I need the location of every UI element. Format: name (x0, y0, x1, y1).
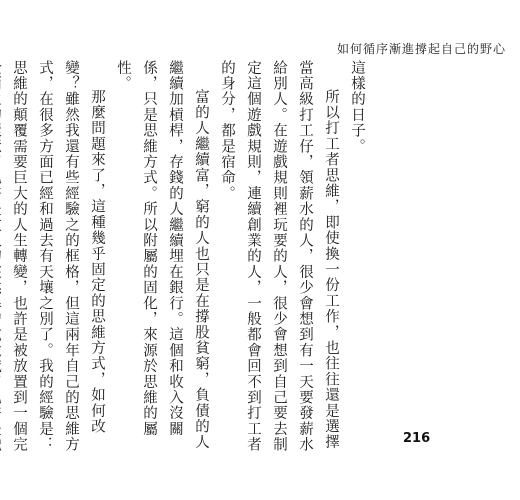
paragraph: 富的人繼續富，窮的人也只是在撐股貧窮，負債的人繼續加槓桿，存錢的人繼續埋在銀行。這個和收入沒關係，只是思維方式。所以附屬的固化，來源於思維的屬性。 (115, 60, 209, 451)
body-text (0, 60, 370, 460)
paragraph: 所以打工者思維，即使換一份工作，也往往還是選擇當高級打工仔，領薪水的人，很少會想到有一天要發薪水給別人。在遊戲規則裡玩要的人，很少會想到自己要去制定這個遊戲規則，連續創業的人，一般都會回不到打工者的身分，都是宿命。 (219, 60, 339, 453)
running-head: 如何循序漸進撐起自己的野心 (336, 42, 506, 56)
paragraph: 這樣的日子。 (349, 60, 365, 155)
page-number: 216 (403, 431, 431, 446)
paragraph: 那麼問題來了，這種幾乎固定的思維方式，如何改變？雖然我還有些經驗之的框格，但這兩年自己的思維方式，在很多方面已經和過去有天壤之別了。我的經驗是：思維的顛覆需要巨大的人生轉變，也許是被放置到一個完 (11, 60, 105, 453)
